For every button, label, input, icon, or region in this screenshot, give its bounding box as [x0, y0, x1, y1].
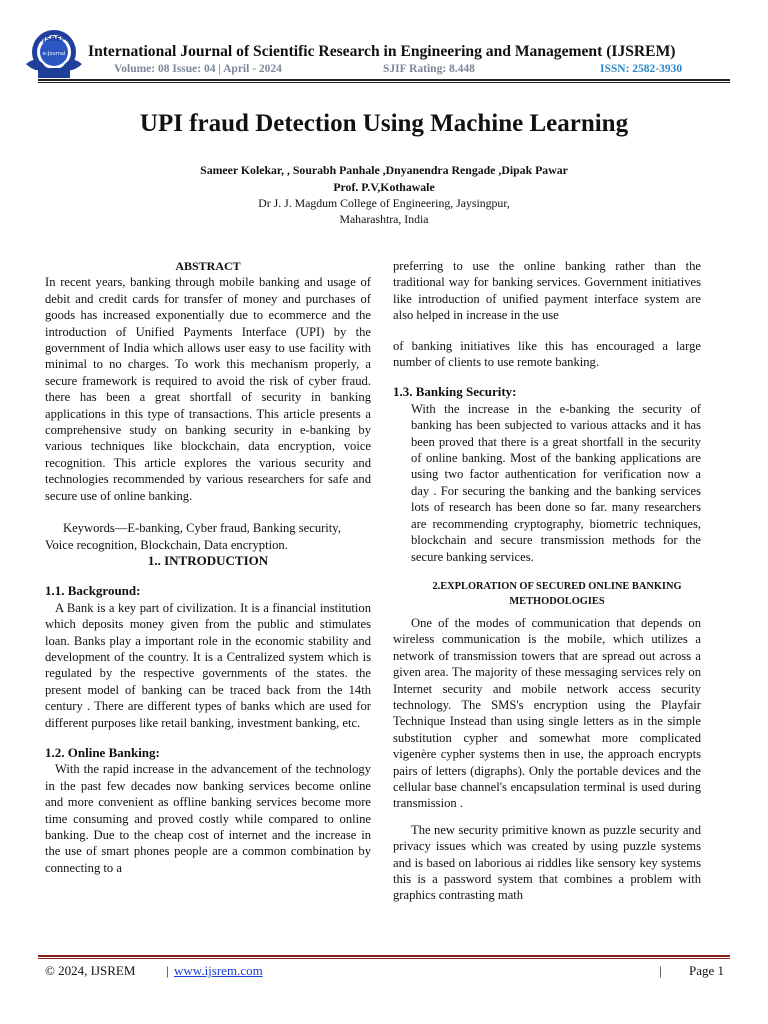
issn: ISSN: 2582-3930 [600, 63, 683, 75]
logo-subtext: e-Journal [42, 51, 66, 57]
journal-header [0, 0, 768, 90]
sjif-rating: SJIF Rating: 8.448 [383, 63, 475, 75]
online-banking-text: With the rapid increase in the advancement of the technology in the past few decades now banking services become online and more convenient as offline banking services become more time consuming and proved costly while compared to online banking. Due to the cheap cost of internet and the increase in the use of smart phones people are a common combination by connecting to a [45, 762, 371, 875]
banking-security-text: With the increase in the e-banking the security of banking has been subjected to various attacks and it has been proved that there is a great shortfall in the security of online banking. Most of the banking applications are using two factor authentication for verification now a day . For securing the banking and the banking services lots of research has been done so far. many researchers are recommending cryptography, biometric techniques, blockchain and secure transmission methods for the secure banking services. [411, 401, 701, 564]
paper-title: UPI fraud Detection Using Machine Learning [139, 110, 629, 137]
exploration-text: One of the modes of communication that depends on wireless communication is the mobile, which utilizes a network of transmission towers that are spread out across a given area. The majority of these messaging services rely on Internet security and mobile network access security technology. The SMS's encryption using the Playfair Technique Instead than using single letters as in the simple substitution cypher and somewhat more complicated vigenère cypher systems then in use, the approach encrypts pairs of letters (digraphs). Only the portable devices and the cellular base channel's encapsulation terminal is used during transmission . [393, 615, 701, 811]
left-column [45, 258, 371, 876]
volume-info: Volume: 08 Issue: 04 | April - 2024 [114, 63, 282, 75]
footer-rule-thin [38, 958, 730, 959]
exploration-heading [393, 579, 701, 609]
logo-text: IJSREM [40, 35, 68, 43]
background-heading: 1.1. Background: [45, 583, 141, 599]
page-number: Page 1 [689, 963, 725, 978]
ijsrem-logo [22, 24, 86, 84]
banking-security-heading: 1.3. Banking Security: [393, 384, 517, 400]
abstract-heading: ABSTRACT [175, 259, 241, 273]
author-prof: Prof. P.V,Kothawale [333, 180, 435, 194]
puzzle-security-text: The new security primitive known as puzzle security and privacy issues which was created by using puzzle systems and is based on laborious ai riddles like sensory key systems this is a password system that combines a problem with graphics contrasting math [393, 822, 701, 903]
continued-text-2: of banking initiatives like this has encouraged a large number of clients to use remote banking. [393, 338, 701, 370]
keywords: Keywords—E-banking, Cyber fraud, Banking security, Voice recognition, Blockchain, Data encryption. [45, 521, 341, 552]
location: Maharashtra, India [339, 212, 429, 226]
exploration-heading-line1: 2.EXPLORATION OF SECURED ONLINE BANKING [432, 580, 682, 592]
footer-separator-2: | [659, 963, 662, 978]
website-link[interactable]: www.ijsrem.com [174, 963, 263, 978]
copyright: © 2024, IJSREM [45, 963, 136, 978]
online-banking-heading: 1.2. Online Banking: [45, 744, 160, 760]
footer-separator: | [166, 963, 169, 978]
background-text: A Bank is a key part of civilization. It is a financial institution which deposits money given from the public and stimulates loan. Banks play a important role in the economic stability and development of the country. It is a Centralized system which is regulated by the respective governments of the states. the present model of banking can be traced back from the 14th century . There are different types of banks which are used for different purposes like retail banking, investment banking, etc. [45, 600, 371, 730]
journal-title: International Journal of Scientific Research in Engineering and Management (IJSREM) [88, 43, 676, 60]
author-list: Sameer Kolekar, , Sourabh Panhale ,Dnyanendra Rengade ,Dipak Pawar [200, 163, 568, 177]
exploration-heading-line2: METHODOLOGIES [509, 595, 605, 607]
abstract-text: In recent years, banking through mobile banking and usage of debit and credit cards for transfer of money and purchases of goods has increased exponentially due to ecommerce and the introduction of Unified Payments Interface (UPI) by the government of India which allows user easy to use facility with minimal to no charges. To work this mechanism properly, a secure framework is required to avoid the risk of cyber fraud. there has been a great shortfall of security in banking applications in this type of transactions. This article presents a comprehensive study on banking security in e-banking by various techniques like blockchain, data encryption, voice recognition. This article explores the various security and technologies recommended by various researchers for safe and secure use of online banking. [45, 275, 371, 503]
right-column [393, 258, 701, 904]
continued-text: preferring to use the online banking rather than the traditional way for banking services. Government initiatives like introduction of unified payment interface system are also helped in increase in the use [393, 259, 701, 323]
introduction-heading: 1.. INTRODUCTION [147, 552, 269, 568]
header-rule-thin [38, 82, 730, 83]
footer-rule [38, 955, 730, 957]
affiliation: Dr J. J. Magdum College of Engineering, Jaysingpur, [258, 196, 510, 210]
header-rule [38, 79, 730, 81]
